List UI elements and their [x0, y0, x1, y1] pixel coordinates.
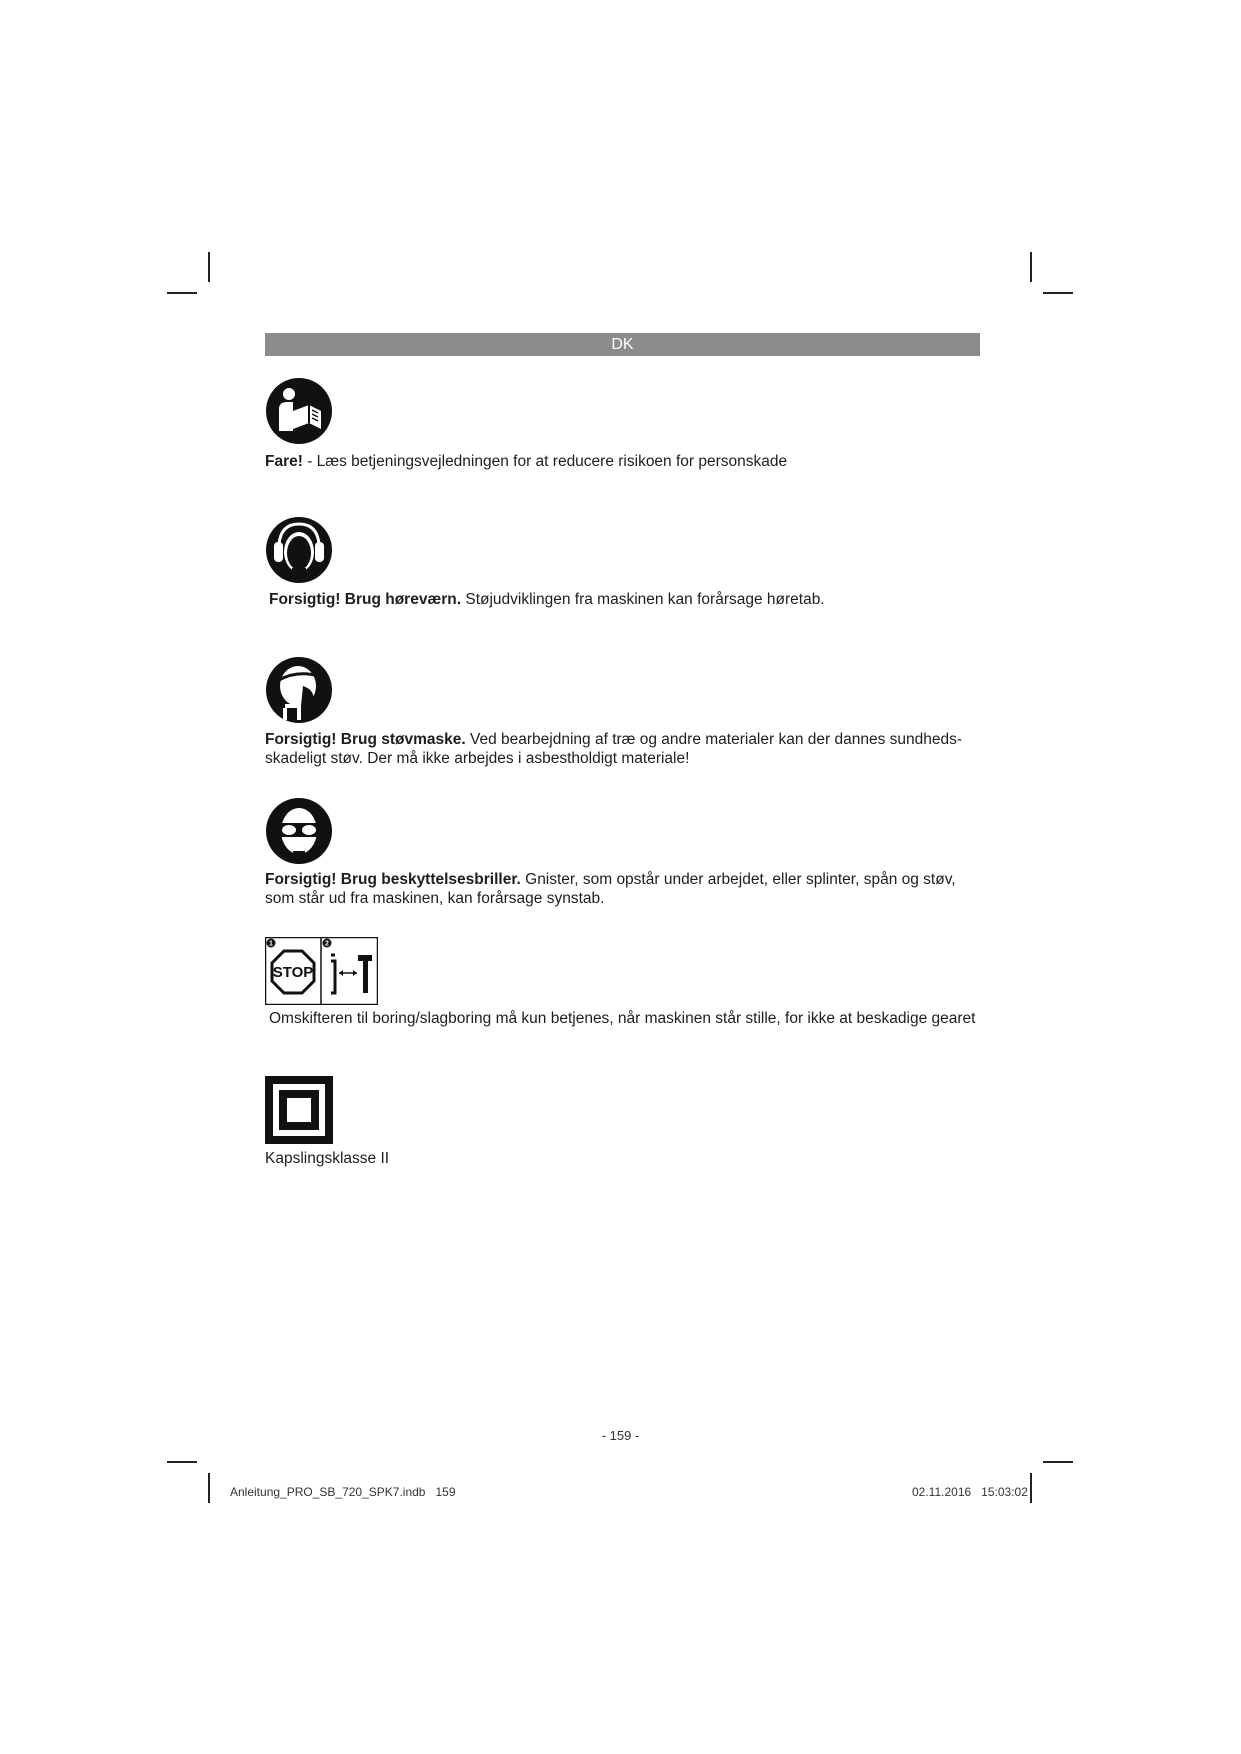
step-badge-2: 2	[325, 940, 329, 948]
hearing-warning-body: Støjudviklingen fra maskinen kan forårsage høretab.	[461, 591, 825, 608]
crop-mark	[208, 252, 210, 282]
page-number: - 159 -	[601, 1428, 640, 1443]
hearing-warning-lead: Forsigtig! Brug høreværn.	[269, 591, 462, 608]
goggles-warning-lead: Forsigtig! Brug beskyttelsesbriller.	[265, 871, 521, 888]
crop-mark	[167, 292, 197, 294]
dust-mask-icon	[265, 656, 333, 724]
dust-warning-text	[265, 730, 985, 768]
ear-protection-icon	[265, 516, 333, 584]
crop-mark	[1030, 252, 1032, 282]
switch-warning-text: Omskifteren til boring/slagboring må kun betjenes, når maskinen står stille, for ikke at beskadige gearet	[269, 1010, 976, 1027]
step-badge-1: 1	[269, 940, 273, 948]
language-header-bar	[265, 333, 980, 356]
safety-goggles-icon	[265, 797, 333, 865]
goggles-warning-text	[265, 870, 985, 908]
language-code: DK	[611, 336, 634, 353]
protection-class-text: Kapslingsklasse II	[265, 1150, 390, 1167]
crop-mark	[1043, 1461, 1073, 1463]
goggles-warning-body: Gnister, som opstår under arbejdet, eller splinter, spån og støv, som står ud fra maskinen, kan forårsage synstab.	[265, 871, 956, 907]
stop-switch-icon	[265, 937, 378, 1005]
stop-label: STOP	[272, 964, 314, 981]
crop-mark	[167, 1461, 197, 1463]
manual-warning-lead: Fare!	[265, 453, 303, 470]
crop-mark	[208, 1473, 210, 1503]
crop-mark	[1030, 1473, 1032, 1503]
read-manual-icon	[265, 377, 333, 445]
manual-warning-text	[265, 452, 985, 471]
footer-datetime: 02.11.2016 15:03:02	[912, 1485, 1028, 1499]
dust-warning-lead: Forsigtig! Brug støvmaske.	[265, 731, 466, 748]
dust-warning-body: Ved bearbejdning af træ og andre materialer kan der dannes sundheds-skadeligt støv. Der må ikke arbejdes i asbestholdigt materiale!	[265, 731, 963, 767]
footer-file-name: Anleitung_PRO_SB_720_SPK7.indb 159	[230, 1485, 456, 1499]
hearing-warning-text	[269, 590, 989, 609]
manual-warning-body: - Læs betjeningsvejledningen for at reducere risikoen for personskade	[302, 453, 788, 470]
protection-class-ii-icon	[265, 1076, 333, 1144]
crop-mark	[1043, 292, 1073, 294]
